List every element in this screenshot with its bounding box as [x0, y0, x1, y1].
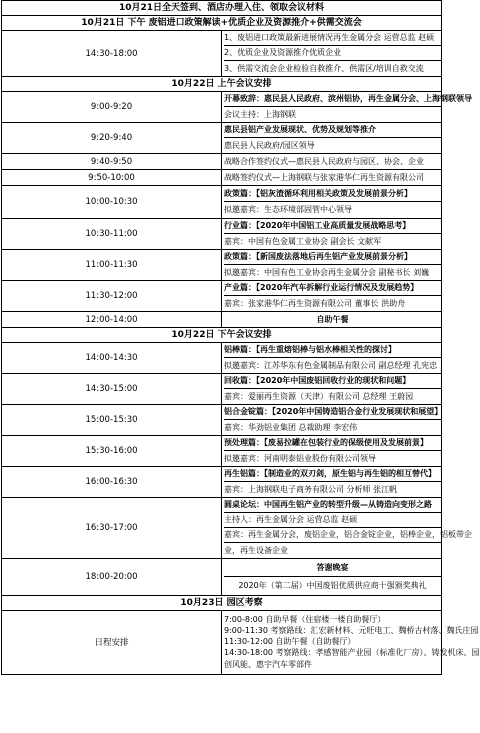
agenda-topic: 铝合金锭篇：【2020年中国铸造铝合金行业发展现状和展望】 [224, 405, 441, 420]
agenda-table [1, 0, 480, 675]
agenda-item-speaker: 企业检验自救推介、供需区/培训自救交流 [277, 63, 424, 73]
time-slot: 15:00-15:30 [2, 405, 222, 436]
agenda-detail: 9:00-11:30 考察路线：汇宏新材料、元旺电工、魏桥古村落、魏氏庄园 [224, 626, 479, 635]
agenda-detail: 拟邀嘉宾：生态环境部固管中心领导 [224, 205, 352, 214]
agenda-content [222, 405, 442, 436]
agenda-content [222, 436, 442, 467]
agenda-row [2, 281, 442, 312]
agenda-detail: 嘉宾：张家港华仁再生资源有限公司 董事长 洪助舟 [224, 298, 406, 308]
time-slot: 9:40-9:50 [2, 154, 222, 170]
agenda-detail: 嘉宾：再生金属分会，废铝企业，铝合金锭企业，铝棒企业，铝板带企 [224, 528, 441, 543]
section-header-text: 10月22日 上午会议安排 [2, 77, 442, 92]
agenda-detail: 11:30-12:00 自助午餐（自助餐厅） [224, 637, 356, 646]
time-slot: 10:00-10:30 [2, 186, 222, 219]
time-slot: 日程安排 [2, 611, 222, 675]
agenda-topic: 答谢晚宴 [224, 559, 441, 577]
time-slot: 16:00-16:30 [2, 467, 222, 498]
agenda-topic: 再生铝篇：【制造业的双刃剑，原生铝与再生铝的相互替代】 [224, 467, 441, 482]
agenda-content [222, 281, 442, 312]
agenda-topic: 预处理篇：【废易拉罐在包装行业的保级使用及发展前景】 [224, 436, 441, 451]
agenda-content [222, 31, 442, 77]
time-slot: 18:00-20:00 [2, 559, 222, 596]
time-slot: 14:30-15:00 [2, 374, 222, 405]
time-slot: 9:20-9:40 [2, 123, 222, 154]
agenda-topic: 铝棒篇：【再生重熔铝棒与铝水棒相关性的探讨】 [224, 343, 441, 358]
agenda-detail: 嘉宾：上海钢联电子商务有限公司 分析师 张江帆 [224, 484, 398, 494]
agenda-detail: 惠民县人民政府/园区领导 [224, 140, 315, 150]
agenda-row [2, 219, 442, 250]
agenda-detail: 嘉宾：华劲铝业集团 总裁助理 李宏伟 [224, 422, 358, 432]
agenda-content [222, 559, 442, 596]
agenda-row [2, 467, 442, 498]
agenda-content [222, 219, 442, 250]
agenda-row [2, 123, 442, 154]
time-slot: 16:30-17:00 [2, 498, 222, 559]
section-header-text: 10月21日 下午 废铝进口政策解读+优质企业及资源推介+供需交流会 [2, 16, 442, 31]
section-header [2, 16, 442, 31]
agenda-detail: 创风能、惠宇汽车零部件 [224, 659, 312, 669]
agenda-row [2, 31, 442, 77]
agenda-detail: 7:00-8:00 自助早餐（住宿楼一楼自助餐厅） [224, 615, 386, 624]
section-header-text: 10月22日 下午会议安排 [2, 328, 442, 343]
agenda-topic: 自助午餐 [316, 314, 349, 324]
agenda-row [2, 559, 442, 596]
agenda-content [222, 186, 442, 219]
agenda-detail: 拟邀嘉宾：江苏华东有色金属制品有限公司 副总经理 孔宪忠 [224, 360, 438, 370]
agenda-row [2, 186, 442, 219]
agenda-detail: 主持人：再生金属分会 运营总监 赵硕 [224, 513, 441, 528]
agenda-item-speaker: 再生金属分会 运营总监 赵硕 [333, 33, 435, 42]
agenda-content [222, 374, 442, 405]
agenda-item-topic: 2、优质企业及资源推介 [224, 48, 310, 57]
agenda-content [222, 154, 442, 170]
agenda-content [222, 498, 472, 559]
agenda-topic: 政策篇：【铝灰渣循环利用相关政策及发展前景分析】 [224, 186, 441, 202]
agenda-content [222, 467, 442, 498]
agenda-topic: 圆桌论坛：中国再生铝产业的转型升级—从铸造向变形之路 [224, 498, 441, 513]
agenda-topic: 产业篇：【2020年汽车拆解行业运行情况及发展趋势】 [224, 281, 441, 296]
agenda-item [224, 31, 441, 46]
agenda-topic: 开幕致辞：惠民县人民政府、滨州铝协，再生金属分会、上海钢联领导 [224, 92, 441, 107]
agenda-row [2, 436, 442, 467]
section-header [2, 1, 442, 16]
section-header [2, 328, 442, 343]
agenda-item-speaker: 优质企业 [309, 48, 342, 57]
time-slot: 14:00-14:30 [2, 343, 222, 374]
agenda-detail: 2020年（第二届）中国废铝优质供应商十强颁奖典礼 [238, 581, 427, 590]
agenda-detail: 业，再生设备企业 [224, 545, 288, 555]
agenda-row [2, 250, 442, 281]
time-slot: 11:00-11:30 [2, 250, 222, 281]
agenda-item-topic: 1、废铝进口政策最新进展情况 [224, 33, 334, 42]
agenda-detail: 战略签约仪式—上海钢联与张家港华仁再生资源有限公司 [224, 172, 424, 182]
time-slot: 9:00-9:20 [2, 92, 222, 123]
agenda-topic: 行业篇：【2020年中国铝工业高质量发展战略思考】 [224, 219, 441, 234]
agenda-content [222, 123, 442, 154]
agenda-row [2, 498, 442, 559]
agenda-content [222, 343, 442, 374]
agenda-detail: 拟邀嘉宾：河南明泰铝业股份有限公司领导 [224, 453, 376, 463]
time-slot: 11:30-12:00 [2, 281, 222, 312]
agenda-content [222, 611, 480, 675]
time-slot: 14:30-18:00 [2, 31, 222, 77]
time-slot: 9:50-10:00 [2, 170, 222, 186]
time-slot: 10:30-11:00 [2, 219, 222, 250]
agenda-topic: 回收篇：【2020年中国废铝回收行业的现状和问题】 [224, 374, 441, 389]
agenda-item-topic: 3、供需交流会 [224, 63, 278, 73]
agenda-detail: 嘉宾：中国有色金属工业协会 副会长 文献军 [224, 236, 382, 246]
agenda-content [222, 170, 442, 186]
agenda-detail: 战略合作签约仪式—惠民县人民政府与园区、协会、企业 [224, 156, 424, 166]
time-slot: 12:00-14:00 [2, 312, 222, 328]
agenda-detail: 嘉宾：爱丽再生资源（天津）有限公司 总经理 王蔚园 [224, 391, 414, 401]
agenda-topic: 政策篇：【新国废法落地后再生铝产业发展前景分析】 [224, 250, 441, 265]
agenda-detail: 14:30-18:00 考察路线：孝感智能产业园（标准化厂房）、铸发机床、园 [224, 648, 480, 657]
agenda-row [2, 92, 442, 123]
agenda-detail: 会议主持：上海钢联 [224, 109, 296, 119]
agenda-row [2, 405, 442, 436]
agenda-row [2, 611, 442, 675]
section-header-text: 10月21日全天签到、酒店办理入住、领取会议材料 [2, 1, 442, 16]
agenda-item [224, 46, 441, 61]
agenda-row [2, 170, 442, 186]
agenda-row [2, 312, 442, 328]
section-header [2, 596, 442, 611]
agenda-content [222, 92, 472, 123]
agenda-row [2, 343, 442, 374]
time-slot: 15:30-16:00 [2, 436, 222, 467]
agenda-row [2, 154, 442, 170]
agenda-content [222, 250, 442, 281]
section-header [2, 77, 442, 92]
agenda-row [2, 374, 442, 405]
agenda-topic: 惠民县铝产业发展现状、优势及规划等推介 [224, 123, 441, 138]
agenda-content [222, 312, 442, 328]
section-header-text: 10月23日 园区考察 [2, 596, 442, 611]
agenda-item [224, 61, 441, 76]
agenda-detail: 拟邀嘉宾：中国有色工业协会再生金属分会 副秘书长 刘巍 [224, 267, 430, 277]
